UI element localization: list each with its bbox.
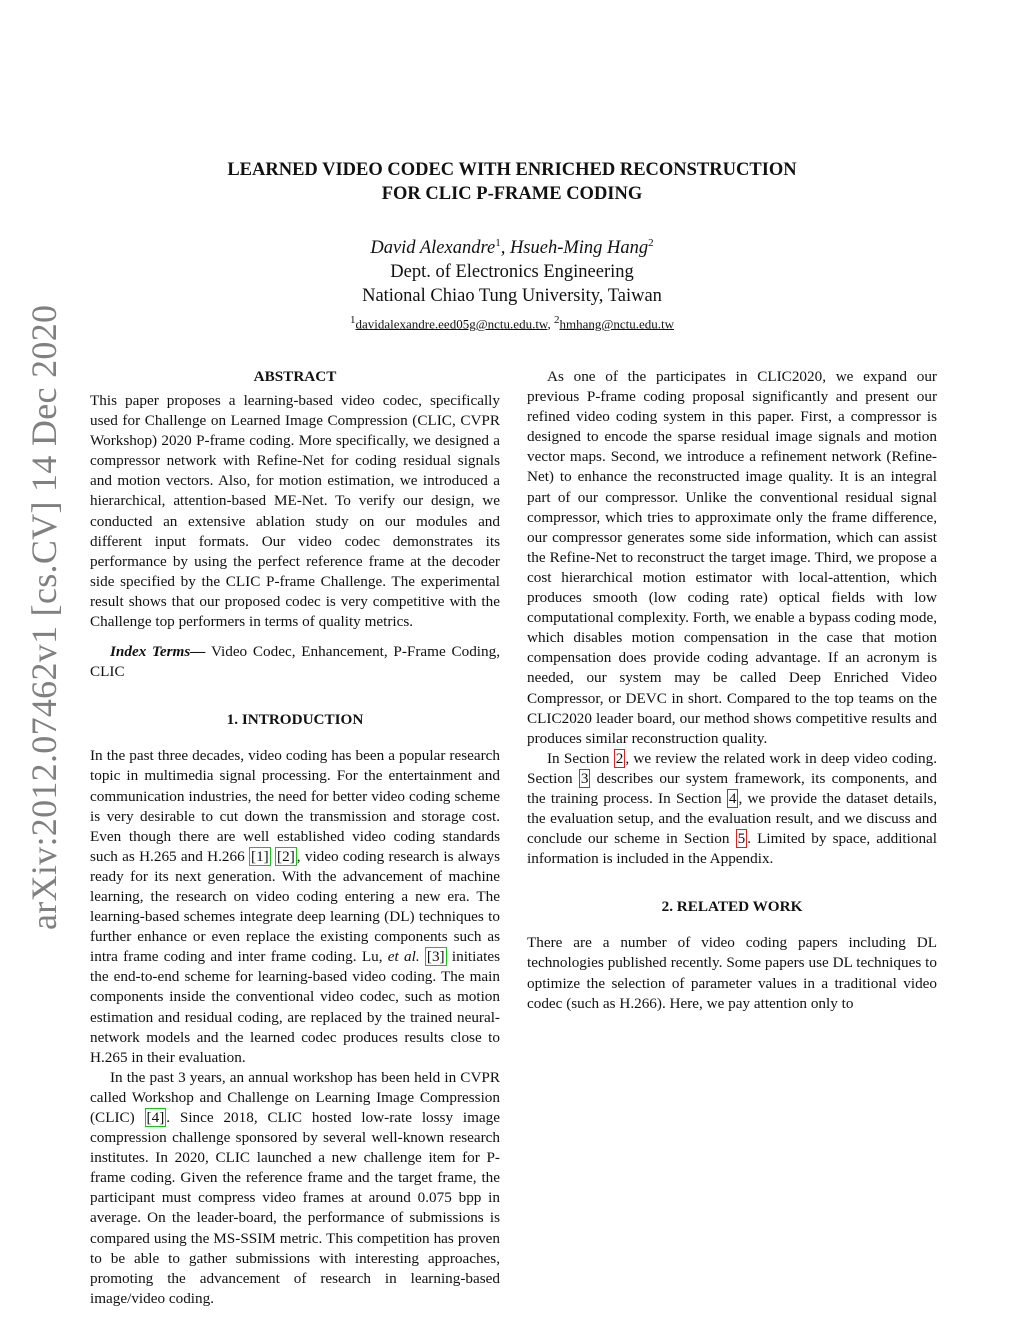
citation-3[interactable]: [3] xyxy=(426,948,445,966)
intro-p4-d: , we provide the dataset details, the evaluation setup, and the evaluation result, and we discuss and conclude our scheme in Section xyxy=(527,789,937,848)
author-1: David Alexandre xyxy=(370,238,496,259)
section-2-heading: 2. RELATED WORK xyxy=(661,898,803,916)
intro-p4-e: . Limited by space, additional information is included in the Appendix. xyxy=(527,830,938,868)
right-column xyxy=(527,367,937,1014)
citation-2[interactable]: [2] xyxy=(277,847,295,865)
intro-p2-b: . Since 2018, CLIC hosted low-rate lossy image compression challenge sponsored by several well-known research institutes. In 2020, CLIC launched a new challenge item for P-frame coding. Given the reference frame and the target frame, the participant must compress video frames at around 0.075 bpp in average. On the leader-board, the performance of submissions is compared using the MS-SSIM metric. This competition has proven to be able to gather submissions with interesting approaches, promoting the advancement of research in learning-based image/video coding. xyxy=(90,1109,500,1307)
email-2-sup: 2 xyxy=(553,314,560,327)
author-names: David Alexandre$^1$, Hsueh-Ming Hang$^2$ xyxy=(370,237,654,259)
index-terms-text: Video Codec, Enhancement, P-Frame Coding, CLIC xyxy=(90,643,500,681)
author-2-sup: 2 xyxy=(648,237,654,249)
ref-section-2[interactable]: 2 xyxy=(615,749,624,767)
title-line-1: LEARNED VIDEO CODEC WITH ENRICHED RECONSTRUCTION xyxy=(227,160,797,180)
intro-p4-b: , we review the related work in deep video coding. Section xyxy=(527,749,937,787)
email-1[interactable]: davidalexandre.eed05g@nctu.edu.tw xyxy=(355,316,548,332)
ref-section-3[interactable]: 3 xyxy=(580,769,589,787)
author-2: Hsueh-Ming Hang xyxy=(509,238,649,259)
index-terms-label: Index Terms— xyxy=(110,643,206,661)
emails: $^1$davidalexandre.eed05g@nctu.edu.tw, $^2$hmhang@nctu.edu.tw xyxy=(350,314,674,332)
email-1-sup: 1 xyxy=(350,314,356,327)
affiliation-dept: Dept. of Electronics Engineering xyxy=(390,262,634,283)
section-1-heading: 1. INTRODUCTION xyxy=(226,711,364,729)
intro-p1-c: initiates the end-to-end scheme for learning-based video coding. The main components inside the conventional video codec, such as motion estimation and residual coding, are replaced by the trained neural-network models and the learned codec produces results close to H.265 in their evaluation. xyxy=(90,948,500,1066)
citation-4[interactable]: [4] xyxy=(146,1109,165,1126)
intro-p1-a: In the past three decades, video coding has been a popular research topic in multimedia signal processing. For the entertainment and communication industries, the need for better video coding scheme is very desirable to cut down the transmission and storage cost. Even though there are well established video coding standards such as H.265 and H.266 xyxy=(90,747,500,865)
title-line-2: FOR CLIC P-FRAME CODING xyxy=(381,184,643,204)
intro-p2-a: In the past 3 years, an annual workshop has been held in CVPR called Workshop and Challenge on Learning Image Compression (CLIC) xyxy=(90,1068,500,1126)
intro-paragraph-2 xyxy=(90,1068,500,1309)
citation-1[interactable]: [1] xyxy=(251,847,269,865)
abstract-text: This paper proposes a learning-based video codec, specifically used for Challenge on Learned Image Compression (CLIC, CVPR Workshop) 2020 P-frame coding. More specifically, we designed a compressor network with Refine-Net for coding residual signals and motion vectors. Also, for motion estimation, we introduced a hierarchical, attention-based ME-Net. To verify our design, we conducted an extensive ablation study on our modules and different input formats. Our video codec demonstrates its performance by using the perfect reference frame at the decoder side specified by the CLIC P-frame Challenge. The experimental result shows that our proposed codec is very competitive with the Challenge top performers in terms of quality metrics. xyxy=(90,392,500,631)
intro-paragraph-1 xyxy=(90,746,500,1068)
ref-section-4[interactable]: 4 xyxy=(728,789,737,807)
intro-paragraph-3: As one of the participates in CLIC2020, we expand our previous P-frame coding proposal significantly and present our refined video coding system in this paper. First, a compressor is designed to encode the sparse residual image signals and motion vector maps. Second, we introduce a refinement network (Refine-Net) to enhance the reconstructed image quality. It is an integral part of our compressor. Unlike the conventional residual signal compressor, which tries to approximate only the frame difference, our compressor generates some side information, which can assist the Refine-Net to reconstruct the target image. Third, we propose a cost hierarchical motion estimator with local-attention, which produces smooth (low coding rate) optical fields with low computational complexity. Forth, we enable a bypass coding mode, which disables motion compensation in the case that motion compensation does provide coding advantage. If an acronym is needed, our system may be called Deep Enriched Video Compressor, or DEVC in short. Compared to the top teams on the CLIC2020 leader board, our method shows competitive results and produces similar reconstruction quality. xyxy=(527,368,937,747)
email-2[interactable]: hmhang@nctu.edu.tw xyxy=(559,316,674,332)
author-block xyxy=(200,231,824,336)
author-1-sup: 1 xyxy=(495,237,501,249)
intro-p4-c: describes our system framework, its components, and the training process. In Section xyxy=(527,769,937,807)
intro-p1-b: , video coding research is always ready for its next generation. With the advancement of machine learning, the research on video coding entering a new era. The learning-based schemes integrate deep learning (DL) techniques to further enhance or even replace the existing components such as intra frame coding and inter frame coding. Lu, xyxy=(90,847,501,966)
related-paragraph-1: There are a number of video coding papers including DL technologies published recently. Some papers use DL techniques to optimize the selection of parameter values in a traditional video codec (such as H.266). Here, we pay attention only to xyxy=(527,934,937,1012)
left-column xyxy=(90,367,500,1309)
affiliation-university: National Chiao Tung University, Taiwan xyxy=(362,286,662,307)
et-al: et al. xyxy=(387,948,420,966)
paper-title xyxy=(150,158,874,206)
arxiv-stamp: arXiv:2012.07462v1 [cs.CV] 14 Dec 2020 xyxy=(24,304,64,930)
intro-paragraph-4 xyxy=(527,749,937,870)
index-terms xyxy=(90,642,500,682)
intro-p4-a: In Section xyxy=(547,749,614,767)
abstract-heading: ABSTRACT xyxy=(253,368,337,385)
ref-section-5[interactable]: 5 xyxy=(737,830,746,848)
